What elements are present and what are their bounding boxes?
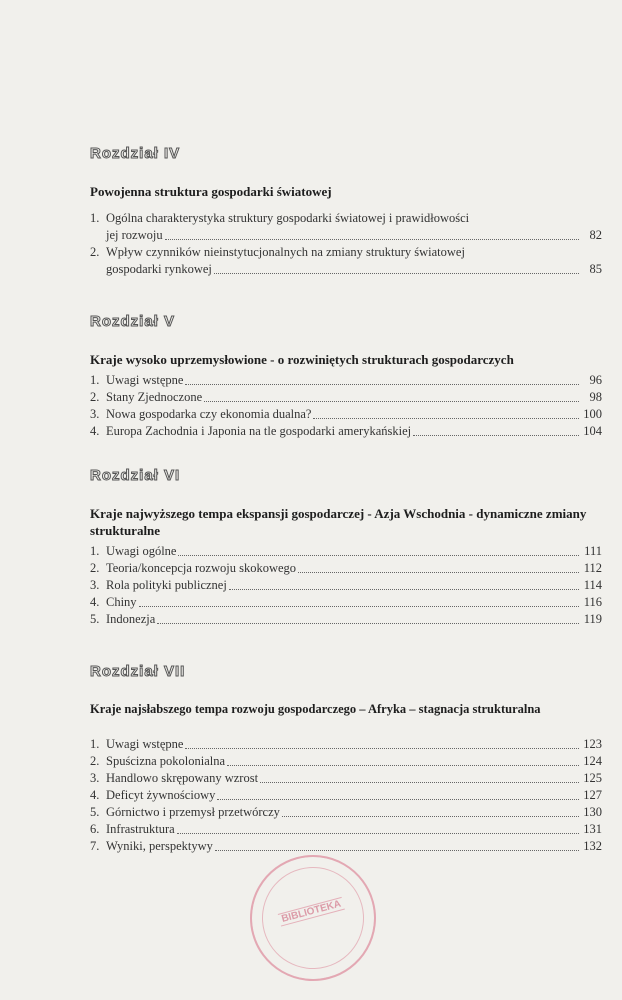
entry-page: 123 xyxy=(583,737,602,751)
dot-leader xyxy=(177,832,579,834)
toc-entry[interactable] xyxy=(90,406,602,423)
entry-number: 5. xyxy=(90,612,100,626)
entry-label: Stany Zjednoczone xyxy=(106,390,203,404)
entry-page: 104 xyxy=(583,424,602,438)
dot-leader xyxy=(139,605,579,607)
entry-number: 1. xyxy=(90,544,100,558)
chapter-items xyxy=(90,210,602,278)
entry-label: Europa Zachodnia i Japonia na tle gospodarki amerykańskiej xyxy=(106,424,412,438)
chapter-vi xyxy=(90,467,602,628)
entry-page: 98 xyxy=(589,390,602,404)
toc-entry[interactable] xyxy=(90,787,602,804)
stamp-text: BIBLIOTEKA xyxy=(278,897,345,927)
entry-number: 1. xyxy=(90,373,100,387)
entry-page: 131 xyxy=(583,822,602,836)
toc-entry[interactable] xyxy=(90,821,602,838)
entry-label: Wyniki, perspektywy xyxy=(106,839,213,853)
toc-entry[interactable] xyxy=(90,736,602,753)
entry-label: Chiny xyxy=(106,595,137,609)
dot-leader xyxy=(413,434,579,436)
entry-label-line2: gospodarki rynkowej xyxy=(106,262,212,276)
entry-number: 4. xyxy=(90,788,100,802)
entry-label: Infrastruktura xyxy=(106,822,175,836)
toc-entry[interactable] xyxy=(90,372,602,389)
dot-leader xyxy=(185,747,579,749)
entry-number: 3. xyxy=(90,771,100,785)
entry-number: 2. xyxy=(90,390,100,404)
dot-leader xyxy=(215,849,579,851)
dot-leader xyxy=(227,764,579,766)
entry-number: 1. xyxy=(90,211,100,225)
toc-entry[interactable] xyxy=(90,838,602,855)
entry-number: 2. xyxy=(90,245,100,259)
chapter-items xyxy=(90,736,602,855)
entry-label: Uwagi wstępne xyxy=(106,737,184,751)
dot-leader xyxy=(313,417,579,419)
entry-label-line1: Wpływ czynników nieinstytucjonalnych na zmiany struktury światowej xyxy=(106,245,465,259)
chapter-items xyxy=(90,372,602,440)
chapter-vii xyxy=(90,663,620,855)
entry-number: 6. xyxy=(90,822,100,836)
toc-entry[interactable] xyxy=(90,770,602,787)
entry-number: 4. xyxy=(90,424,100,438)
toc-entry[interactable] xyxy=(90,423,602,440)
chapter-title: Rozdział VI xyxy=(90,467,181,484)
entry-page: 111 xyxy=(584,544,602,558)
dot-leader xyxy=(229,588,579,590)
toc-entry[interactable] xyxy=(90,577,602,594)
dot-leader xyxy=(282,815,579,817)
toc-entry[interactable] xyxy=(90,611,602,628)
dot-leader xyxy=(214,272,579,274)
dot-leader xyxy=(260,781,579,783)
entry-label: Uwagi ogólne xyxy=(106,544,177,558)
entry-page: 85 xyxy=(589,262,602,276)
toc-entry[interactable] xyxy=(90,594,602,611)
dot-leader xyxy=(165,238,579,240)
entry-number: 4. xyxy=(90,595,100,609)
entry-number: 5. xyxy=(90,805,100,819)
entry-number: 1. xyxy=(90,737,100,751)
chapter-heading: Kraje najwyższego tempa ekspansji gospodarczej - Azja Wschodnia - dynamiczne zmiany strukturalne xyxy=(90,506,587,538)
dot-leader xyxy=(185,383,579,385)
dot-leader xyxy=(217,798,579,800)
chapter-items xyxy=(90,543,602,628)
entry-page: 130 xyxy=(583,805,602,819)
entry-number: 3. xyxy=(90,578,100,592)
entry-number: 3. xyxy=(90,407,100,421)
entry-label: Handlowo skrępowany wzrost xyxy=(106,771,259,785)
entry-page: 119 xyxy=(583,612,602,626)
dot-leader xyxy=(204,400,579,402)
entry-page: 124 xyxy=(583,754,602,768)
toc-entry[interactable] xyxy=(90,210,602,244)
chapter-heading: Kraje najsłabszego tempa rozwoju gospodarczego – Afryka – stagnacja strukturalna xyxy=(90,702,541,716)
entry-label: Rola polityki publicznej xyxy=(106,578,227,592)
entry-page: 112 xyxy=(583,561,602,575)
entry-page: 82 xyxy=(589,228,602,242)
entry-label: Uwagi wstępne xyxy=(106,373,184,387)
entry-page: 132 xyxy=(583,839,602,853)
entry-label: Nowa gospodarka czy ekonomia dualna? xyxy=(106,407,312,421)
toc-entry[interactable] xyxy=(90,804,602,821)
chapter-heading: Kraje wysoko uprzemysłowione - o rozwiniętych strukturach gospodarczych xyxy=(90,352,514,367)
entry-label: Indonezja xyxy=(106,612,156,626)
toc-entry[interactable] xyxy=(90,244,602,278)
dot-leader xyxy=(298,571,579,573)
dot-leader xyxy=(157,622,579,624)
entry-number: 7. xyxy=(90,839,100,853)
entry-page: 96 xyxy=(589,373,602,387)
entry-number: 2. xyxy=(90,754,100,768)
toc-entry[interactable] xyxy=(90,560,602,577)
toc-entry[interactable] xyxy=(90,753,602,770)
chapter-title: Rozdział V xyxy=(90,313,176,330)
library-stamp xyxy=(236,841,390,995)
chapter-v xyxy=(90,313,602,440)
entry-number: 2. xyxy=(90,561,100,575)
dot-leader xyxy=(178,554,579,556)
toc-entry[interactable] xyxy=(90,389,602,406)
chapter-heading: Powojenna struktura gospodarki światowej xyxy=(90,184,332,199)
entry-page: 116 xyxy=(583,595,602,609)
entry-label-line2: jej rozwoju xyxy=(106,228,163,242)
entry-label: Górnictwo i przemysł przetwórczy xyxy=(106,805,280,819)
entry-page: 114 xyxy=(583,578,602,592)
entry-page: 100 xyxy=(583,407,602,421)
chapter-title: Rozdział VII xyxy=(90,663,186,680)
entry-page: 125 xyxy=(583,771,602,785)
entry-label: Deficyt żywnościowy xyxy=(106,788,216,802)
entry-label: Teoria/koncepcja rozwoju skokowego xyxy=(106,561,297,575)
chapter-iv xyxy=(90,145,602,278)
entry-label-line1: Ogólna charakterystyka struktury gospodarki światowej i prawidłowości xyxy=(106,211,470,225)
entry-page: 127 xyxy=(583,788,602,802)
toc-entry[interactable] xyxy=(90,543,602,560)
entry-label: Spuścizna pokolonialna xyxy=(106,754,226,768)
chapter-title: Rozdział IV xyxy=(90,145,181,162)
